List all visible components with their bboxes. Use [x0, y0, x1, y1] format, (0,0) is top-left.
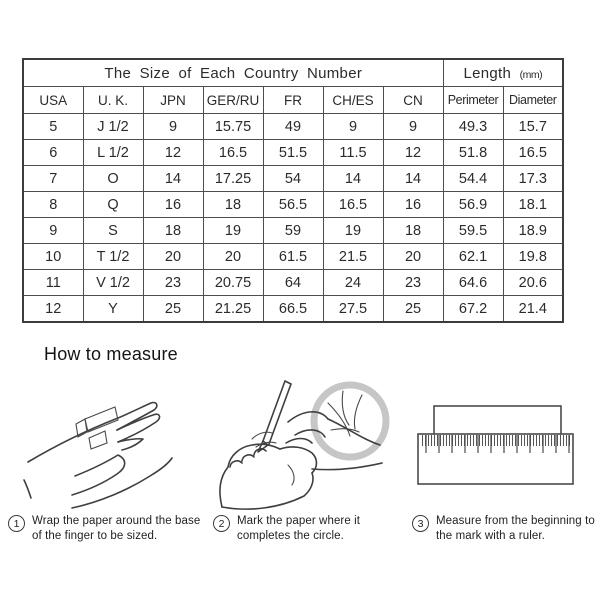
table-cell: 49.3 — [443, 114, 503, 140]
ruler-tick-band — [420, 435, 571, 446]
table-cell: O — [83, 166, 143, 192]
table-cell: Q — [83, 192, 143, 218]
table-cell: 24 — [323, 270, 383, 296]
hand-with-paper-strip-icon — [20, 380, 205, 512]
table-cell: 14 — [323, 166, 383, 192]
table-cell: 62.1 — [443, 244, 503, 270]
table-cell: 5 — [23, 114, 83, 140]
table-cell: 19 — [203, 218, 263, 244]
table-cell: 16 — [383, 192, 443, 218]
table-row — [23, 114, 563, 140]
column-header-diameter: Diameter — [503, 87, 563, 114]
table-cell: L 1/2 — [83, 140, 143, 166]
table-row — [23, 192, 563, 218]
table-cell: 18 — [143, 218, 203, 244]
table-cell: 16 — [143, 192, 203, 218]
table-cell: 18 — [383, 218, 443, 244]
table-cell: 17.3 — [503, 166, 563, 192]
table-cell: 61.5 — [263, 244, 323, 270]
table-cell: 9 — [23, 218, 83, 244]
table-cell: 18 — [203, 192, 263, 218]
table-cell: 64 — [263, 270, 323, 296]
table-cell: 21.25 — [203, 296, 263, 323]
table-cell: 56.5 — [263, 192, 323, 218]
table-cell: 15.7 — [503, 114, 563, 140]
table-cell: 25 — [143, 296, 203, 323]
table-row — [23, 166, 563, 192]
column-header-uk: U. K. — [83, 87, 143, 114]
table-cell: V 1/2 — [83, 270, 143, 296]
table-cell: S — [83, 218, 143, 244]
table-cell: 7 — [23, 166, 83, 192]
table-cell: 23 — [383, 270, 443, 296]
step-3-number-badge: 3 — [412, 515, 429, 532]
table-cell: 59.5 — [443, 218, 503, 244]
step-3 — [412, 514, 596, 543]
table-title: The Size of Each Country Number — [23, 59, 443, 87]
ring-size-table — [22, 58, 564, 323]
paper-strip — [434, 406, 561, 436]
table-cell: 18.1 — [503, 192, 563, 218]
hand-marking-with-pen-icon — [200, 367, 395, 513]
column-header-cn: CN — [383, 87, 443, 114]
table-columns-row — [23, 87, 563, 114]
table-row — [23, 140, 563, 166]
table-cell: 21.4 — [503, 296, 563, 323]
table-cell: 12 — [383, 140, 443, 166]
step-2-text: Mark the paper where it completes the circle. — [237, 515, 361, 542]
table-cell: 16.5 — [323, 192, 383, 218]
table-cell: 16.5 — [503, 140, 563, 166]
table-title-row — [23, 59, 563, 87]
column-header-fr: FR — [263, 87, 323, 114]
table-row — [23, 244, 563, 270]
table-cell: 54.4 — [443, 166, 503, 192]
table-cell: 66.5 — [263, 296, 323, 323]
table-cell: 12 — [23, 296, 83, 323]
step-3-text: Measure from the beginning to the mark with a ruler. — [436, 515, 595, 542]
zoom-circle — [314, 385, 386, 457]
table-cell: 27.5 — [323, 296, 383, 323]
table-cell: 54 — [263, 166, 323, 192]
table-row — [23, 296, 563, 323]
step-2-number-badge: 2 — [213, 515, 230, 532]
table-cell: 6 — [23, 140, 83, 166]
step-1-number-badge: 1 — [8, 515, 25, 532]
column-header-usa: USA — [23, 87, 83, 114]
table-cell: 51.5 — [263, 140, 323, 166]
table-cell: 15.75 — [203, 114, 263, 140]
table-cell: 19.8 — [503, 244, 563, 270]
table-cell: 51.8 — [443, 140, 503, 166]
table-cell: 20 — [383, 244, 443, 270]
table-cell: J 1/2 — [83, 114, 143, 140]
table-row — [23, 218, 563, 244]
howto-heading: How to measure — [44, 344, 178, 364]
table-cell: 20.75 — [203, 270, 263, 296]
table-cell: 23 — [143, 270, 203, 296]
length-unit: (mm) — [519, 68, 543, 81]
table-cell: 8 — [23, 192, 83, 218]
table-cell: 25 — [383, 296, 443, 323]
table-cell: 67.2 — [443, 296, 503, 323]
size-table-body — [23, 114, 563, 323]
step-2 — [213, 514, 395, 543]
column-header-perimeter: Perimeter — [443, 87, 503, 114]
table-cell: 16.5 — [203, 140, 263, 166]
table-cell: 20.6 — [503, 270, 563, 296]
table-cell: 56.9 — [443, 192, 503, 218]
column-header-ch-es: CH/ES — [323, 87, 383, 114]
table-cell: 9 — [323, 114, 383, 140]
table-cell: 9 — [143, 114, 203, 140]
table-cell: 14 — [143, 166, 203, 192]
step-1-text: Wrap the paper around the base of the finger to be sized. — [32, 515, 201, 542]
table-cell: 14 — [383, 166, 443, 192]
table-cell: 20 — [203, 244, 263, 270]
table-cell: 11 — [23, 270, 83, 296]
ruler-measuring-paper-icon — [412, 390, 587, 496]
table-cell: Y — [83, 296, 143, 323]
step-1 — [8, 514, 204, 543]
table-cell: 10 — [23, 244, 83, 270]
table-cell: 18.9 — [503, 218, 563, 244]
table-cell: 17.25 — [203, 166, 263, 192]
table-cell: 20 — [143, 244, 203, 270]
table-row — [23, 270, 563, 296]
table-cell: 59 — [263, 218, 323, 244]
column-header-jpn: JPN — [143, 87, 203, 114]
table-cell: 64.6 — [443, 270, 503, 296]
table-cell: T 1/2 — [83, 244, 143, 270]
table-cell: 11.5 — [323, 140, 383, 166]
table-cell: 49 — [263, 114, 323, 140]
length-header — [443, 59, 563, 87]
length-label: Length — [463, 64, 512, 82]
column-header-ger-ru: GER/RU — [203, 87, 263, 114]
table-cell: 19 — [323, 218, 383, 244]
table-cell: 9 — [383, 114, 443, 140]
table-cell: 21.5 — [323, 244, 383, 270]
table-cell: 12 — [143, 140, 203, 166]
